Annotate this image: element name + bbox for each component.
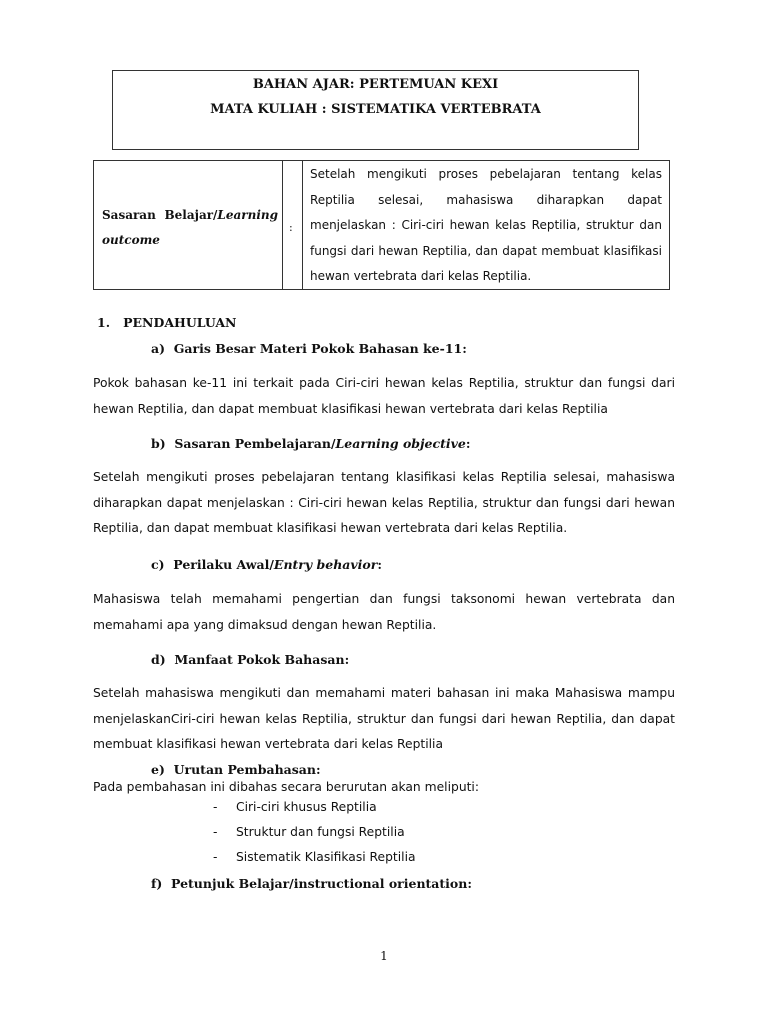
subsection-e-intro: Pada pembahasan ini dibahas secara berurutan akan meliputi:	[93, 780, 479, 794]
header-course: MATA KULIAH : SISTEMATIKA VERTEBRATA	[210, 102, 541, 117]
page-number: 1	[380, 949, 388, 963]
subsection-a-body: Pokok bahasan ke-11 ini terkait pada Ciri-ciri hewan kelas Reptilia, struktur dan fungsi dari hewan Reptilia, dan dapat membuat klasifikasi hewan vertebrata dari kelas Reptilia	[93, 376, 675, 416]
learning-outcome-table	[93, 160, 670, 290]
subsection-a-heading: a) Garis Besar Materi Pokok Bahasan ke-11:	[151, 341, 467, 356]
subsection-d-body: Setelah mahasiswa mengikuti dan memahami materi bahasan ini maka Mahasiswa mampu menjelaskanCiri-ciri hewan kelas Reptilia, struktur dan fungsi dari hewan Reptilia, dan dapat membuat klasifikasi hewan vertebrata dari kelas Reptilia	[93, 686, 675, 751]
list-item: - Ciri-ciri khusus Reptilia	[213, 800, 377, 814]
subsection-f-heading: f) Petunjuk Belajar/instructional orientation:	[151, 876, 472, 891]
outcome-label: Sasaran Belajar/Learning outcome	[102, 208, 278, 247]
outcome-colon: :	[289, 221, 293, 234]
list-item: - Struktur dan fungsi Reptilia	[213, 825, 405, 839]
section-heading: 1. PENDAHULUAN	[97, 315, 237, 330]
subsection-b-body: Setelah mengikuti proses pebelajaran tentang klasifikasi kelas Reptilia selesai, mahasiswa diharapkan dapat menjelaskan : Ciri-ciri hewan kelas Reptilia, struktur dan fungsi dari hewan Reptilia, dan dapat membuat klasifikasi hewan vertebrata dari kelas Reptilia.	[93, 470, 675, 535]
subsection-e-heading: e) Urutan Pembahasan:	[151, 762, 321, 777]
table-divider	[282, 161, 283, 289]
subsection-b-heading: b) Sasaran Pembelajaran/Learning objective:	[151, 436, 471, 451]
document-header-box	[112, 70, 639, 150]
header-title: BAHAN AJAR: PERTEMUAN KEXI	[252, 77, 499, 92]
subsection-c-body: Mahasiswa telah memahami pengertian dan fungsi taksonomi hewan vertebrata dan memahami apa yang dimaksud dengan hewan Reptilia.	[93, 592, 675, 632]
table-divider	[302, 161, 303, 289]
subsection-c-heading: c) Perilaku Awal/Entry behavior:	[151, 557, 382, 572]
list-item: - Sistematik Klasifikasi Reptilia	[213, 850, 416, 864]
subsection-d-heading: d) Manfaat Pokok Bahasan:	[151, 652, 350, 667]
outcome-text: Setelah mengikuti proses pebelajaran tentang kelas Reptilia selesai, mahasiswa diharapkan dapat menjelaskan : Ciri-ciri hewan kelas Reptilia, struktur dan fungsi dari hewan Reptilia, dan dapat membuat klasifikasi hewan vertebrata dari kelas Reptilia.	[310, 167, 662, 283]
